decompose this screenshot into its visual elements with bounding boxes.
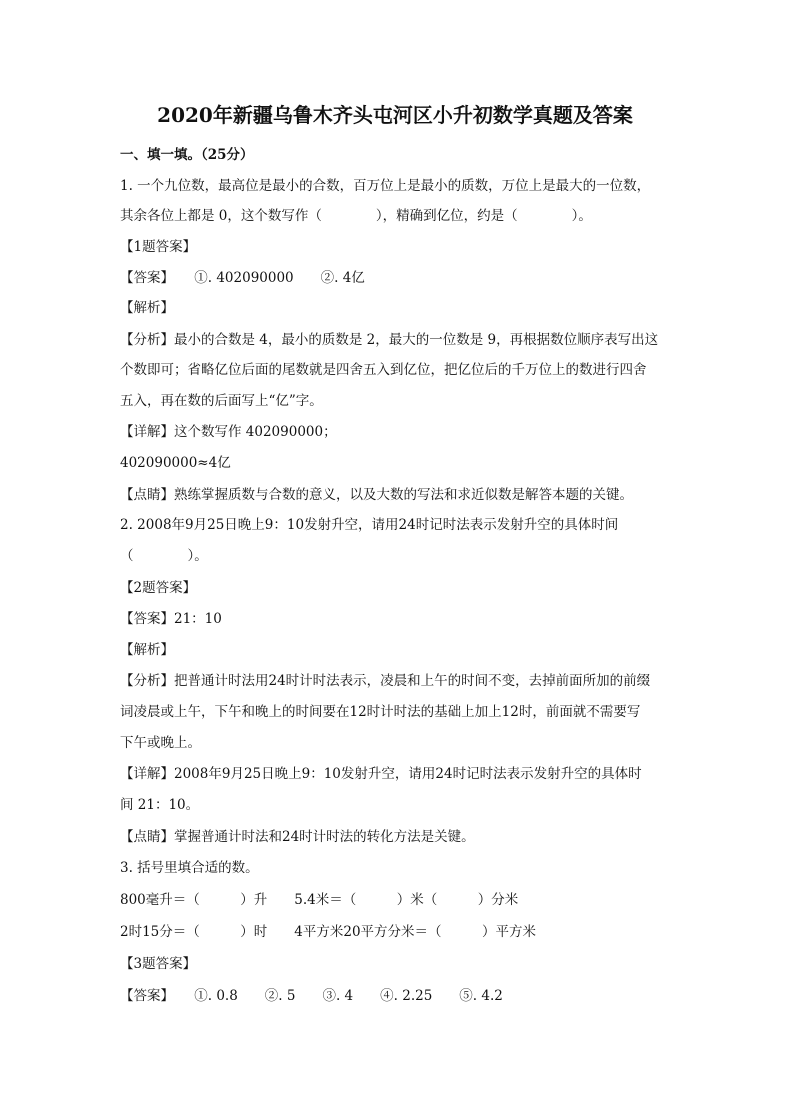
q2-analysis-line-1: 【分析】把普通计时法用24时计时法表示，凌晨和上午的时间不变，去掉前面所加的前缀 (120, 673, 651, 689)
q3-answer: 【答案】 ①. 0.8 ②. 5 ③. 4 ④. 2.25 ⑤. 4.2 (120, 988, 503, 1004)
q1-analysis-header: 【解析】 (120, 300, 174, 316)
q1-analysis-line-1: 【分析】最小的合数是 4，最小的质数是 2，最大的一位数是 9，再根据数位顺序表写出这 (120, 332, 659, 348)
q2-analysis-header: 【解析】 (120, 642, 174, 658)
q2-comment: 【点睛】掌握普通计时法和24时计时法的转化方法是关键。 (120, 829, 475, 845)
q1-text-line-2: 其余各位上都是 0，这个数写作（ ），精确到亿位，约是（ ）。 (120, 208, 592, 224)
q1-answer-header: 【1题答案】 (120, 239, 197, 255)
q2-analysis-line-3: 下午或晚上。 (120, 735, 201, 751)
q2-text-line-1: 2. 2008年9月25日晚上9：10发射升空，请用24时记时法表示发射升空的具体时间 (120, 517, 619, 533)
q2-detail-line-1: 【详解】2008年9月25日晚上9：10发射升空，请用24时记时法表示发射升空的具体时 (120, 766, 642, 782)
section-heading: 一、填一填。（25分） (120, 147, 254, 163)
q2-text-line-2: （ ）。 (120, 548, 208, 564)
q2-answer-header: 【2题答案】 (120, 580, 197, 596)
q1-analysis-line-2: 个数即可；省略亿位后面的尾数就是四舍五入到亿位，把亿位后的千万位上的数进行四舍 (120, 362, 647, 378)
q3-text-line-3: 2时15分＝（ ）时 4平方米20平方分米＝（ ）平方米 (120, 924, 537, 940)
q1-analysis-line-3: 五入，再在数的后面写上“亿”字。 (120, 393, 323, 409)
page-title: 2020年新疆乌鲁木齐头屯河区小升初数学真题及答案 (157, 103, 633, 127)
q2-answer: 【答案】21：10 (120, 611, 222, 627)
q3-text-line-1: 3. 括号里填合适的数。 (120, 860, 259, 876)
q1-detail-line-2: 402090000≈4亿 (120, 455, 231, 471)
q1-detail-line-1: 【详解】这个数写作 402090000； (120, 424, 337, 440)
q1-comment: 【点睛】熟练掌握质数与合数的意义，以及大数的写法和求近似数是解答本题的关键。 (120, 487, 633, 503)
q1-answer: 【答案】 ①. 402090000 ②. 4亿 (120, 270, 365, 286)
q3-text-line-2: 800毫升＝（ ）升 5.4米＝（ ）米（ ）分米 (120, 892, 519, 908)
q1-text-line-1: 1. 一个九位数，最高位是最小的合数，百万位上是最小的质数，万位上是最大的一位数， (120, 178, 651, 194)
q3-answer-header: 【3题答案】 (120, 956, 197, 972)
q2-analysis-line-2: 词凌晨或上午，下午和晚上的时间要在12时计时法的基础上加上12时，前面就不需要写 (120, 704, 641, 720)
q2-detail-line-2: 间 21：10。 (120, 797, 200, 813)
